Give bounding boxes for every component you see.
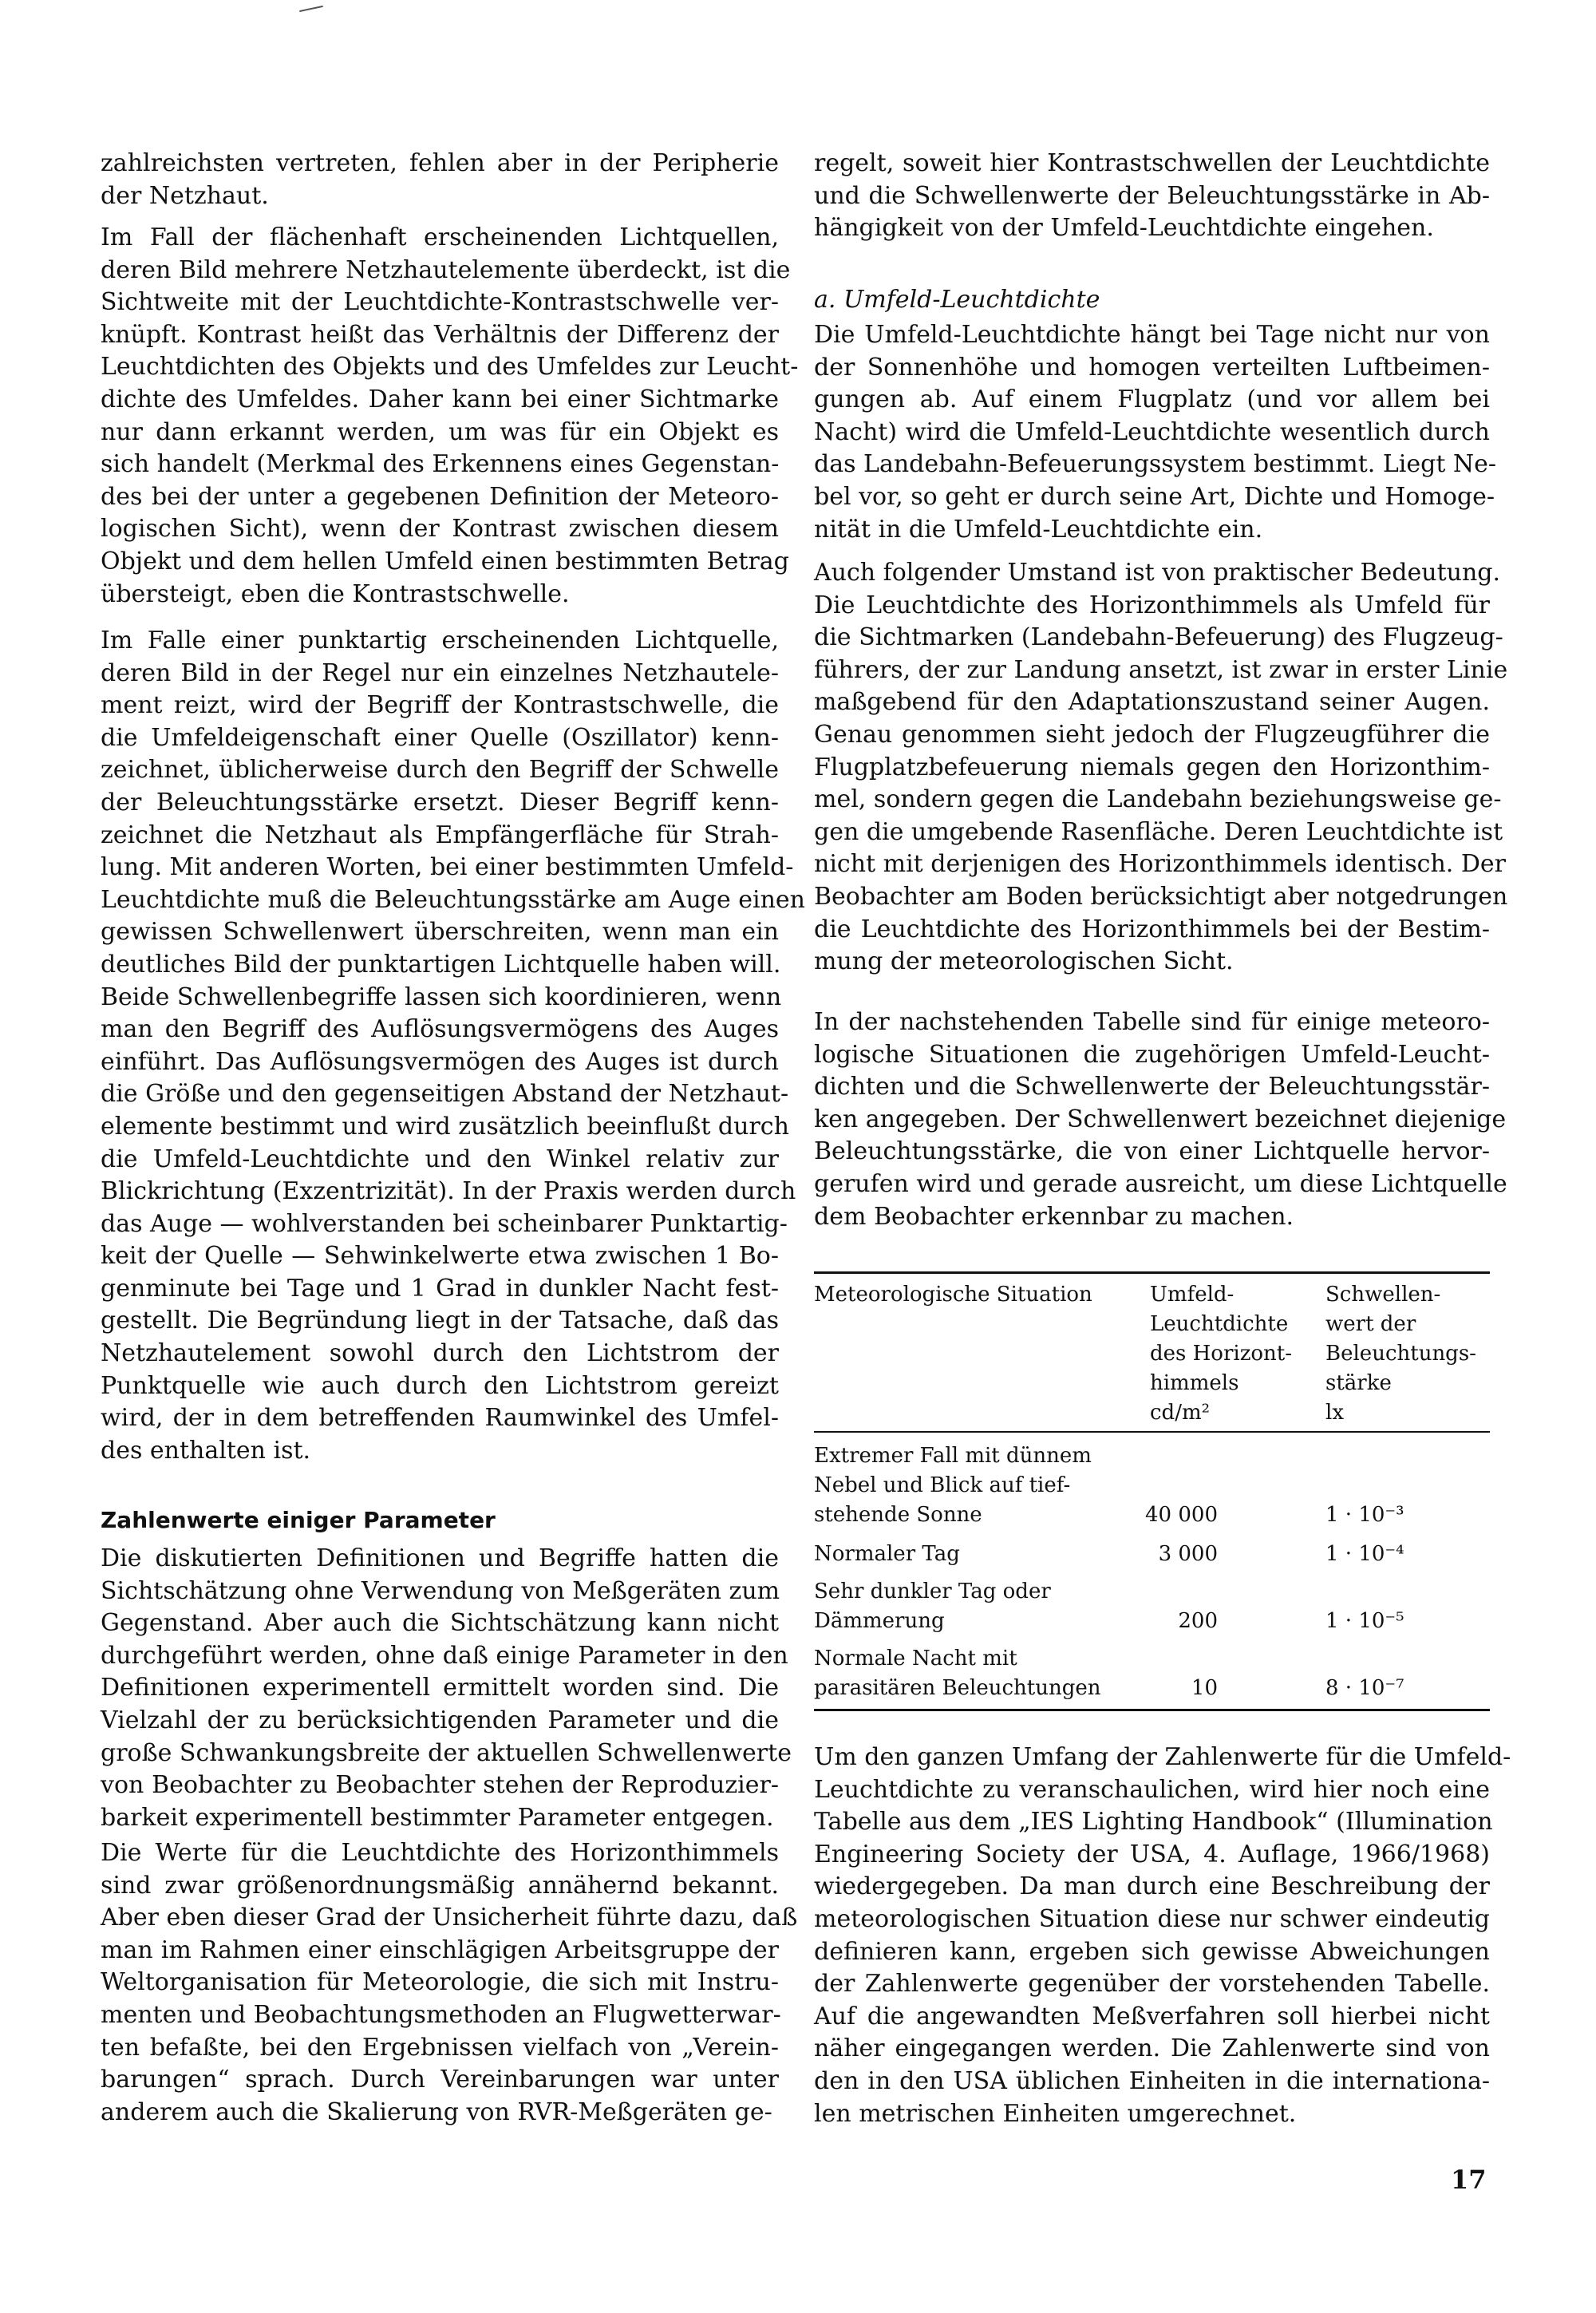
- paragraph: [814, 557, 1508, 979]
- paragraph: [814, 1006, 1507, 1233]
- text-line: Beide Schwellenbegriffe lassen sich koordinieren, wenn: [101, 983, 782, 1011]
- text-line: Weltorganisation für Meteorologie, die sich mit Instru-: [101, 1968, 779, 1997]
- text-line: zeichnet die Netzhaut als Empfängerfläche für Strah-: [101, 820, 779, 849]
- column-header: des Horizont-: [1150, 1342, 1293, 1366]
- text-line: Vielzahl der zu berücksichtigenden Parameter und die: [101, 1706, 779, 1734]
- text-line: die Sichtmarken (Landebahn-Befeuerung) des Flugzeug-: [814, 623, 1503, 652]
- threshold-cell: 1 · 10⁻⁵: [1325, 1609, 1404, 1633]
- text-line: In der nachstehenden Tabelle sind für einige meteoro-: [814, 1008, 1490, 1036]
- text-line: dem Beobachter erkennbar zu machen.: [814, 1202, 1294, 1231]
- text-line: dichten und die Schwellenwerte der Beleuchtungsstär-: [814, 1073, 1490, 1101]
- situation-cell: Nebel und Blick auf tief-: [814, 1473, 1071, 1497]
- text-line: Auf die angewandten Meßverfahren soll hierbei nicht: [814, 2002, 1490, 2030]
- paragraph: [814, 148, 1490, 245]
- column-header: Meteorologische Situation: [814, 1283, 1092, 1307]
- text-line: gerufen wird und gerade ausreicht, um diese Lichtquelle: [814, 1169, 1507, 1198]
- text-line: die Umfeldeigenschaft einer Quelle (Oszillator) kenn-: [101, 723, 779, 752]
- luminance-cell: 40 000: [1145, 1503, 1218, 1527]
- text-line: Die diskutierten Definitionen und Begriffe hatten die: [101, 1544, 779, 1572]
- text-line: und die Schwellenwerte der Beleuchtungsstärke in Ab-: [814, 181, 1490, 210]
- text-line: die Umfeld-Leuchtdichte und den Winkel relativ zur: [101, 1145, 779, 1173]
- text-line: Genau genommen sieht jedoch der Flugzeugführer die: [814, 720, 1490, 749]
- text-line: ment reizt, wird der Begriff der Kontrastschwelle, die: [101, 691, 779, 720]
- column-header: lx: [1325, 1401, 1344, 1425]
- text-line: logische Situationen die zugehörigen Umfeld-Leucht-: [814, 1040, 1490, 1069]
- text-line: Leuchtdichten des Objekts und des Umfeldes zur Leucht-: [101, 353, 799, 382]
- text-line: Beobachter am Boden berücksichtigt aber notgedrungen: [814, 882, 1508, 911]
- text-line: Nacht) wird die Umfeld-Leuchtdichte wesentlich durch: [814, 417, 1490, 446]
- situation-cell: Normaler Tag: [814, 1542, 960, 1566]
- situation-cell: parasitären Beleuchtungen: [814, 1676, 1101, 1700]
- text-line: Flugplatzbefeuerung niemals gegen den Horizonthim-: [814, 753, 1490, 781]
- text-line: Punktquelle wie auch durch den Lichtstrom gereizt: [101, 1371, 779, 1400]
- text-line: zeichnet, üblicherweise durch den Begriff der Schwelle: [101, 756, 779, 785]
- subheading: [814, 284, 1490, 317]
- luminance-cell: 10: [1191, 1676, 1218, 1700]
- text-line: deren Bild in der Regel nur ein einzelnes Netzhautele-: [101, 658, 779, 687]
- text-line: Zahlenwerte einiger Parameter: [101, 1507, 496, 1533]
- text-line: anderem auch die Skalierung von RVR-Meßgeräten ge-: [101, 2098, 772, 2126]
- table-top-rule: [814, 1271, 1490, 1274]
- text-line: meteorologischen Situation diese nur schwer eindeutig: [814, 1904, 1490, 1933]
- text-line: Netzhautelement sowohl durch den Lichtstrom der: [101, 1339, 779, 1368]
- text-line: Definitionen experimentell ermittelt worden sind. Die: [101, 1674, 779, 1702]
- text-line: menten und Beobachtungsmethoden an Flugwetterwar-: [101, 2000, 781, 2029]
- text-line: Die Leuchtdichte des Horizonthimmels als Umfeld für: [814, 591, 1490, 619]
- text-line: Engineering Society der USA, 4. Auflage, 1966/1968): [814, 1840, 1490, 1868]
- text-line: knüpft. Kontrast heißt das Verhältnis der Differenz der: [101, 320, 779, 349]
- text-line: Im Fall der flächenhaft erscheinenden Lichtquellen,: [101, 223, 779, 251]
- text-line: man den Begriff des Auflösungsvermögens des Auges: [101, 1015, 779, 1044]
- situation-cell: stehende Sonne: [814, 1503, 982, 1527]
- text-line: len metrischen Einheiten umgerechnet.: [814, 2099, 1297, 2128]
- threshold-cell: 1 · 10⁻³: [1325, 1503, 1404, 1527]
- text-line: mel, sondern gegen die Landebahn beziehungsweise ge-: [814, 785, 1502, 814]
- paragraph: [101, 148, 779, 212]
- paragraph: [814, 1742, 1511, 2130]
- text-line: Im Falle einer punktartig erscheinenden Lichtquelle,: [101, 627, 779, 654]
- text-line: Tabelle aus dem „IES Lighting Handbook“ (Illumination: [814, 1808, 1493, 1837]
- scan-artifact: [299, 6, 323, 12]
- text-line: Die Umfeld-Leuchtdichte hängt bei Tage nicht nur von: [814, 321, 1490, 349]
- text-line: ken angegeben. Der Schwellenwert bezeichnet diejenige: [814, 1105, 1507, 1133]
- text-line: Um den ganzen Umfang der Zahlenwerte für die Umfeld-: [814, 1743, 1511, 1771]
- text-line: wiedergegeben. Da man durch eine Beschreibung der: [814, 1872, 1490, 1901]
- text-line: deutliches Bild der punktartigen Lichtquelle haben will.: [101, 950, 781, 979]
- text-line: der Beleuchtungsstärke ersetzt. Dieser Begriff kenn-: [101, 788, 779, 816]
- text-line: gestellt. Die Begründung liegt in der Tatsache, daß das: [101, 1307, 779, 1335]
- text-line: definieren kann, ergeben sich gewisse Abweichungen: [814, 1937, 1490, 1966]
- text-line: bel vor, so geht er durch seine Art, Dichte und Homoge-: [814, 482, 1495, 511]
- paragraph: [101, 1543, 792, 1834]
- column-header: Schwellen-: [1325, 1283, 1441, 1307]
- text-line: einführt. Das Auflösungsvermögen des Auges ist durch: [101, 1047, 779, 1076]
- text-line: barungen“ sprach. Durch Vereinbarungen war unter: [101, 2066, 779, 2094]
- text-line: a. Umfeld-Leuchtdichte: [814, 286, 1100, 314]
- text-line: gewissen Schwellenwert überschreiten, wenn man ein: [101, 918, 779, 947]
- text-line: Leuchtdichte zu veranschaulichen, wird hier noch eine: [814, 1775, 1490, 1804]
- text-line: den in den USA üblichen Einheiten in die internationa-: [814, 2066, 1490, 2095]
- text-line: zahlreichsten vertreten, fehlen aber in der Peripherie: [101, 149, 779, 177]
- paragraph: [814, 319, 1497, 546]
- heading: [101, 1504, 779, 1537]
- text-line: die Leuchtdichte des Horizonthimmels bei der Bestim-: [814, 915, 1490, 943]
- text-line: Beleuchtungsstärke, die von einer Lichtquelle hervor-: [814, 1137, 1490, 1166]
- text-line: des enthalten ist.: [101, 1436, 311, 1465]
- text-line: Leuchtdichte muß die Beleuchtungsstärke am Auge einen: [101, 885, 806, 914]
- column-header: cd/m²: [1150, 1401, 1211, 1425]
- situation-cell: Normale Nacht mit: [814, 1647, 1017, 1670]
- text-line: der Sonnenhöhe und homogen verteilten Luftbeimen-: [814, 353, 1490, 382]
- luminance-cell: 200: [1178, 1609, 1218, 1633]
- text-line: Gegenstand. Aber auch die Sichtschätzung kann nicht: [101, 1609, 779, 1638]
- table-header-rule: [814, 1431, 1490, 1433]
- text-line: man im Rahmen einer einschlägigen Arbeitsgruppe der: [101, 1935, 779, 1964]
- text-line: große Schwankungsbreite der aktuellen Schwellenwerte: [101, 1738, 792, 1767]
- text-line: Auch folgender Umstand ist von praktischer Bedeutung.: [814, 559, 1501, 587]
- text-line: von Beobachter zu Beobachter stehen der Reproduzier-: [101, 1771, 779, 1800]
- text-line: lung. Mit anderen Worten, bei einer bestimmten Umfeld-: [101, 853, 794, 882]
- threshold-cell: 1 · 10⁻⁴: [1325, 1542, 1404, 1566]
- text-line: maßgebend für den Adaptationszustand seiner Augen.: [814, 688, 1490, 717]
- text-line: keit der Quelle — Sehwinkelwerte etwa zwischen 1 Bo-: [101, 1242, 779, 1271]
- column-header: Beleuchtungs-: [1325, 1342, 1476, 1366]
- text-line: der Netzhaut.: [101, 181, 269, 210]
- paragraph: [101, 625, 806, 1467]
- column-header: wert der: [1325, 1312, 1416, 1336]
- text-line: hängigkeit von der Umfeld-Leuchtdichte eingehen.: [814, 214, 1434, 243]
- column-header: stärke: [1325, 1371, 1392, 1395]
- text-line: Sichtschätzung ohne Verwendung von Meßgeräten zum: [101, 1576, 780, 1605]
- text-line: genminute bei Tage und 1 Grad in dunkler Nacht fest-: [101, 1274, 779, 1303]
- text-line: führers, der zur Landung ansetzt, ist zwar in erster Linie: [814, 655, 1508, 684]
- text-line: elemente bestimmt und wird zusätzlich beeinflußt durch: [101, 1112, 789, 1141]
- text-line: durchgeführt werden, ohne daß einige Parameter in den: [101, 1641, 788, 1670]
- text-line: dichte des Umfeldes. Daher kann bei einer Sichtmarke: [101, 385, 779, 413]
- text-line: das Auge — wohlverstanden bei scheinbarer Punktartig-: [101, 1209, 788, 1238]
- text-line: mung der meteorologischen Sicht.: [814, 947, 1234, 976]
- text-line: übersteigt, eben die Kontrastschwelle.: [101, 579, 570, 608]
- text-line: des bei der unter a gegebenen Definition der Meteoro-: [101, 482, 779, 511]
- text-line: gen die umgebende Rasenfläche. Deren Leuchtdichte ist: [814, 817, 1503, 846]
- column-header: Leuchtdichte: [1150, 1312, 1289, 1336]
- column-header: Umfeld-: [1150, 1283, 1235, 1307]
- text-line: Objekt und dem hellen Umfeld einen bestimmten Betrag: [101, 547, 789, 575]
- threshold-cell: 8 · 10⁻⁷: [1325, 1676, 1404, 1700]
- text-line: die Größe und den gegenseitigen Abstand der Netzhaut-: [101, 1080, 789, 1109]
- text-line: sind zwar größenordnungsmäßig annähernd bekannt.: [101, 1871, 779, 1900]
- text-line: der Zahlenwerte gegenüber der vorstehenden Tabelle.: [814, 1970, 1490, 1999]
- text-line: gungen ab. Auf einem Flugplatz (und vor allem bei: [814, 386, 1490, 414]
- text-line: ten befaßte, bei den Ergebnissen vielfach von „Verein-: [101, 2033, 779, 2062]
- text-line: das Landebahn-Befeuerungssystem bestimmt. Liegt Ne-: [814, 450, 1497, 479]
- page-number: 17: [1451, 2165, 1487, 2195]
- luminance-cell: 3 000: [1158, 1542, 1218, 1566]
- situation-cell: Extremer Fall mit dünnem: [814, 1444, 1092, 1468]
- text-line: deren Bild mehrere Netzhautelemente überdeckt, ist die: [101, 255, 791, 284]
- table-bottom-rule: [814, 1709, 1490, 1711]
- text-line: nicht mit derjenigen des Horizonthimmels identisch. Der: [814, 850, 1506, 879]
- paragraph: [101, 222, 799, 611]
- text-line: barkeit experimentell bestimmter Parameter entgegen.: [101, 1803, 774, 1832]
- text-line: Sichtweite mit der Leuchtdichte-Kontrastschwelle ver-: [101, 288, 779, 317]
- text-line: wird, der in dem betreffenden Raumwinkel des Umfel-: [101, 1404, 779, 1433]
- text-line: Die Werte für die Leuchtdichte des Horizonthimmels: [101, 1839, 779, 1867]
- text-line: regelt, soweit hier Kontrastschwellen der Leuchtdichte: [814, 149, 1490, 177]
- text-line: Blickrichtung (Exzentrizität). In der Praxis werden durch: [101, 1177, 796, 1206]
- text-line: logischen Sicht), wenn der Kontrast zwischen diesem: [101, 515, 779, 544]
- text-line: nität in die Umfeld-Leuchtdichte ein.: [814, 515, 1263, 544]
- text-line: Aber eben dieser Grad der Unsicherheit führte dazu, daß: [101, 1904, 798, 1932]
- situation-cell: Sehr dunkler Tag oder: [814, 1580, 1051, 1603]
- paragraph: [101, 1837, 798, 2129]
- situation-cell: Dämmerung: [814, 1609, 945, 1633]
- column-header: himmels: [1150, 1371, 1239, 1395]
- text-line: nur dann erkannt werden, um was für ein Objekt es: [101, 417, 779, 446]
- text-line: näher eingegangen werden. Die Zahlenwerte sind von: [814, 2034, 1490, 2063]
- text-line: sich handelt (Merkmal des Erkennens eines Gegenstan-: [101, 450, 780, 479]
